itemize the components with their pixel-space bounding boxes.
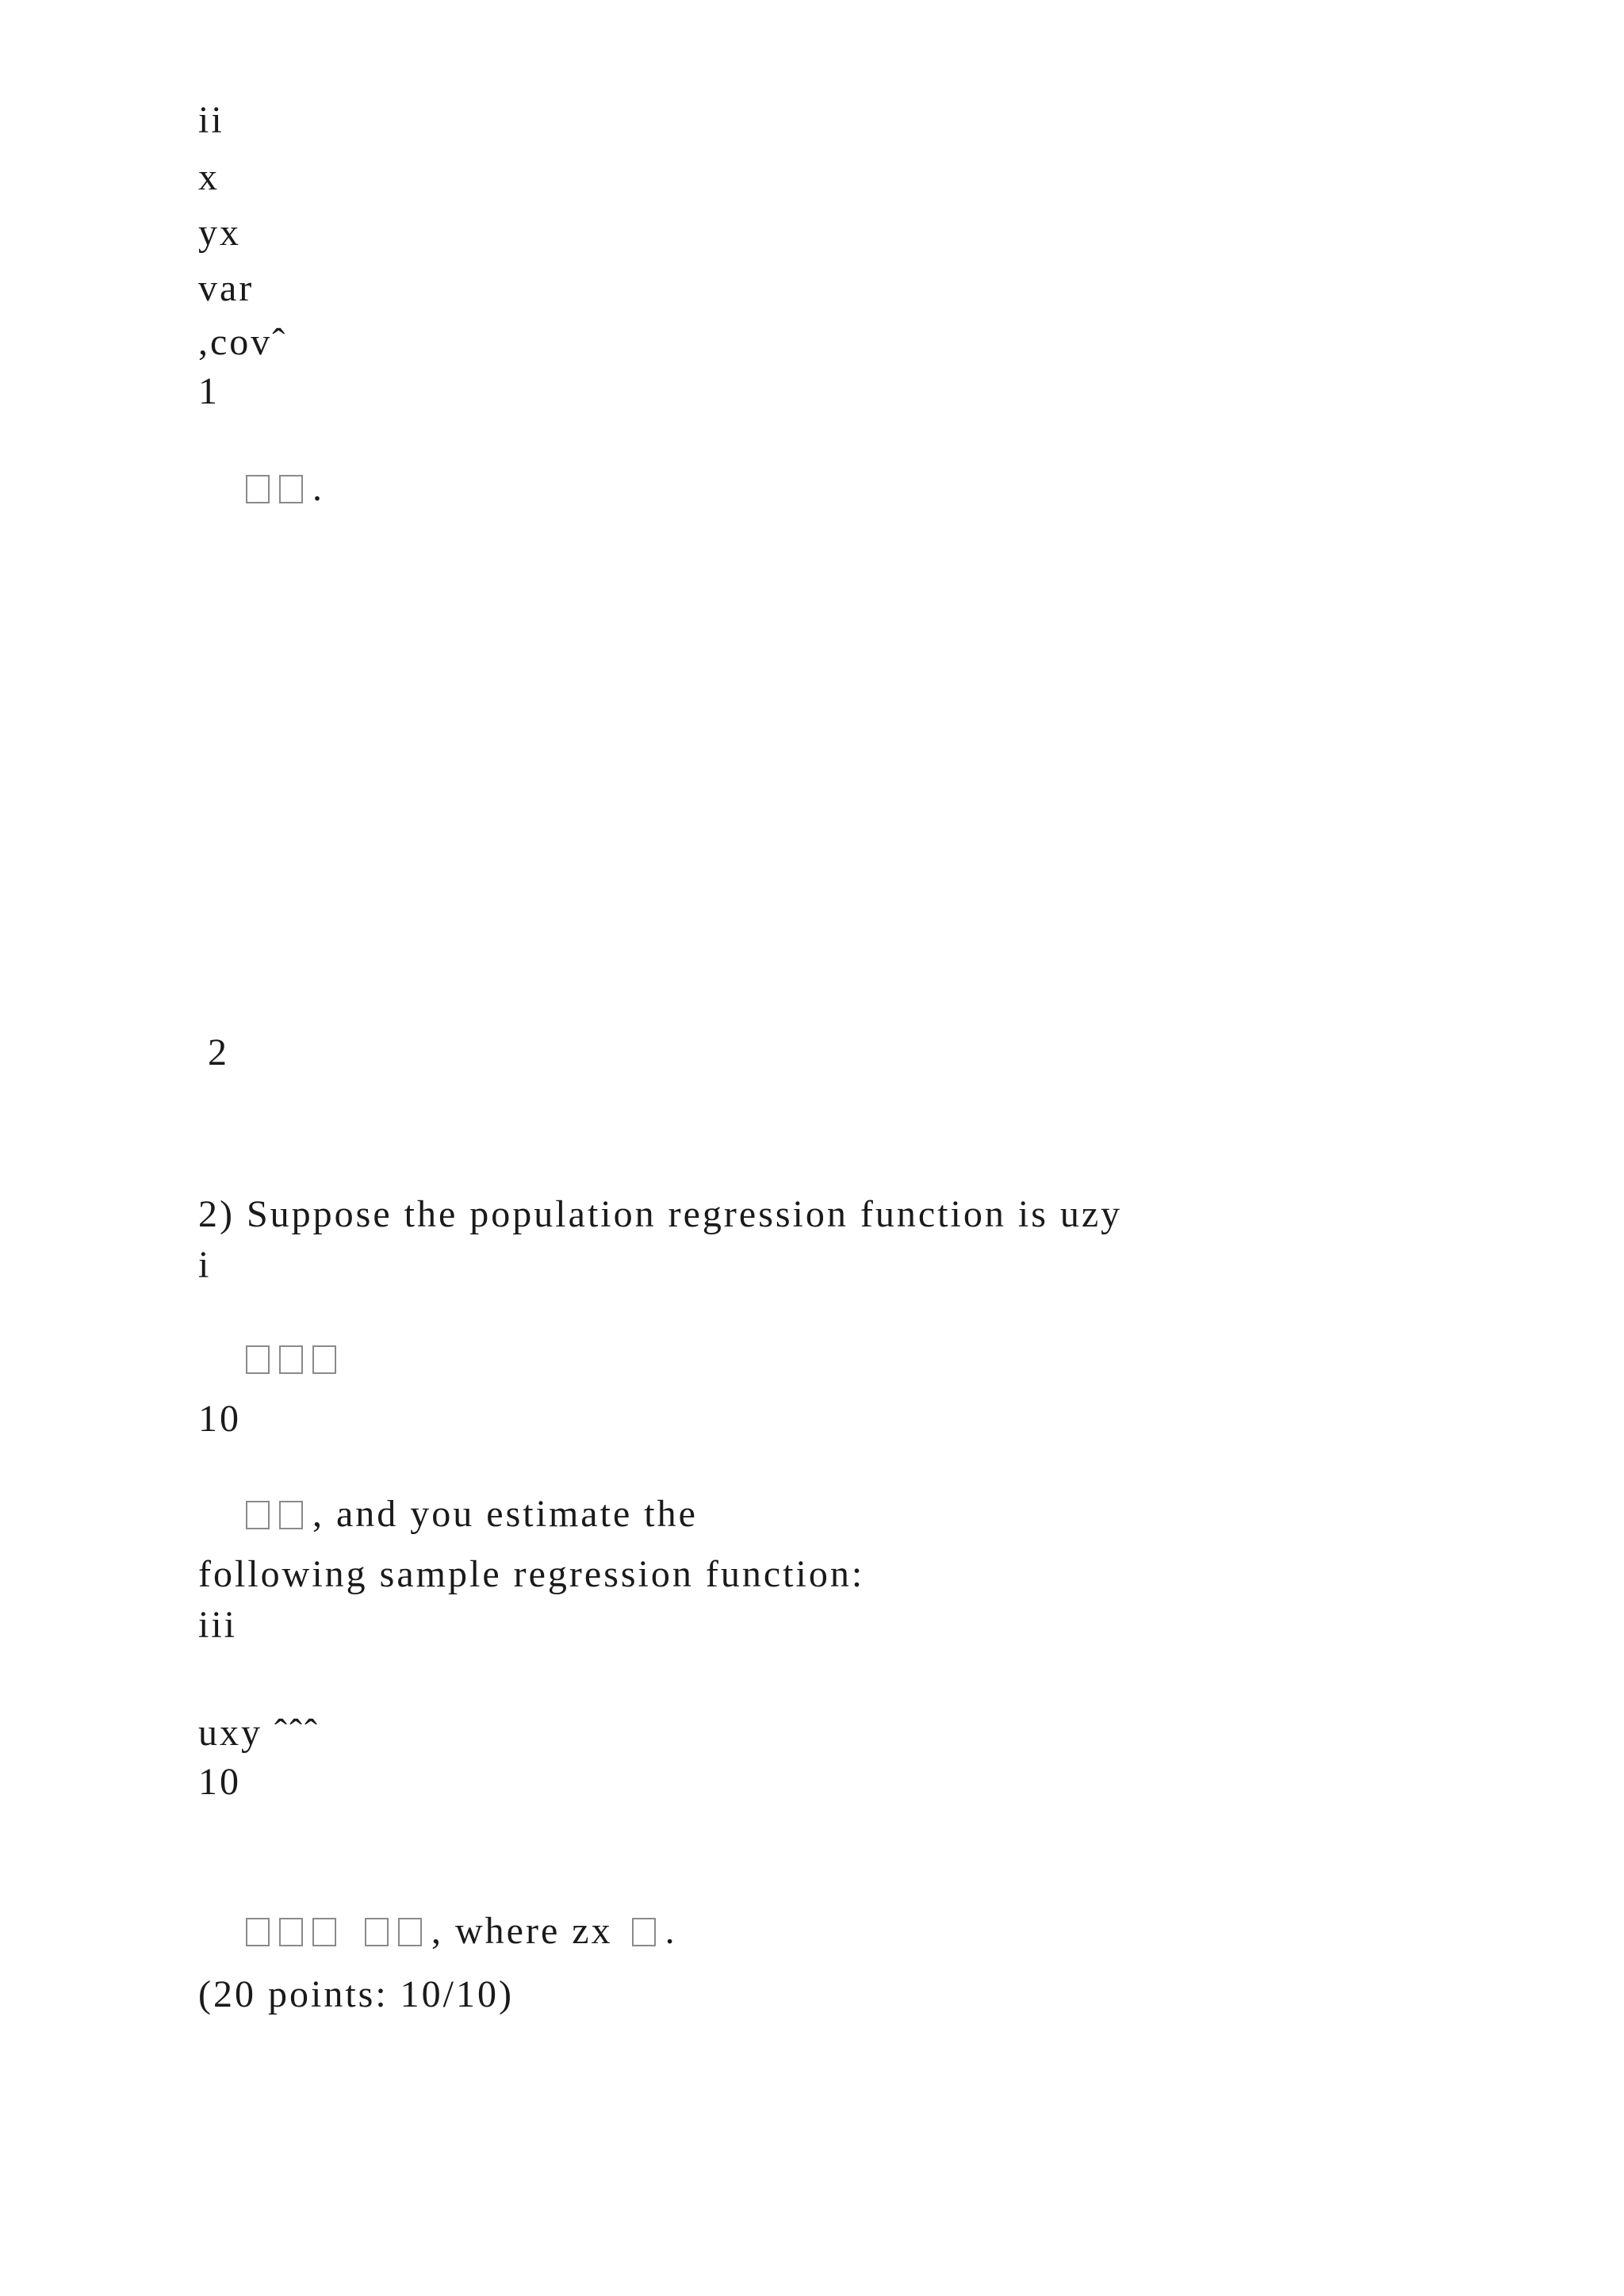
missing-glyph-icon — [365, 1918, 389, 1946]
missing-glyph-group — [246, 1492, 312, 1536]
estimated-terms: uxy ˆˆˆ — [198, 1712, 320, 1754]
fragment-ii: ii — [198, 99, 224, 141]
missing-glyph-group — [246, 1337, 346, 1381]
fragment-x: x — [198, 156, 220, 198]
missing-glyph-icon — [246, 1918, 270, 1946]
missing-glyph-icon — [279, 475, 303, 503]
fragment-cov: ,covˆ — [198, 321, 288, 363]
missing-glyph-icon — [312, 1345, 336, 1374]
subscript-iii: iii — [198, 1604, 238, 1646]
sample-regression-line: following sample regression function: — [198, 1553, 865, 1595]
estimated-coefficients: 10 — [198, 1761, 241, 1803]
missing-glyph-icon — [312, 1918, 336, 1946]
question-intro: 2) Suppose the population regression function is uzy — [198, 1193, 1123, 1235]
missing-glyph-icon — [246, 1501, 270, 1529]
period-text: . — [312, 467, 324, 509]
missing-glyph-icon — [279, 1345, 303, 1374]
fragment-one: 1 — [198, 370, 220, 412]
missing-glyph-icon — [398, 1918, 422, 1946]
missing-glyph-icon — [246, 1345, 270, 1374]
subscript-i: i — [198, 1244, 212, 1286]
points-note: (20 points: 10/10) — [198, 1973, 514, 2015]
fragment-var: var — [198, 267, 255, 309]
where-end-text: . — [665, 1910, 677, 1952]
continuation-text: , and you estimate the — [312, 1493, 698, 1535]
missing-glyph-icon — [279, 1918, 303, 1946]
fragment-glyph-line — [198, 422, 324, 555]
where-clause-text: , where zx — [431, 1910, 613, 1952]
coefficients-10: 10 — [198, 1398, 241, 1440]
missing-glyph-group — [365, 1909, 431, 1954]
page-number: 2 — [208, 1031, 229, 1073]
missing-glyph-icon — [279, 1501, 303, 1529]
missing-glyph-group — [246, 466, 312, 511]
missing-glyph-icon — [632, 1918, 656, 1946]
fragment-yx: yx — [198, 212, 241, 254]
missing-glyph-icon — [246, 475, 270, 503]
missing-glyph-group — [246, 1909, 346, 1954]
